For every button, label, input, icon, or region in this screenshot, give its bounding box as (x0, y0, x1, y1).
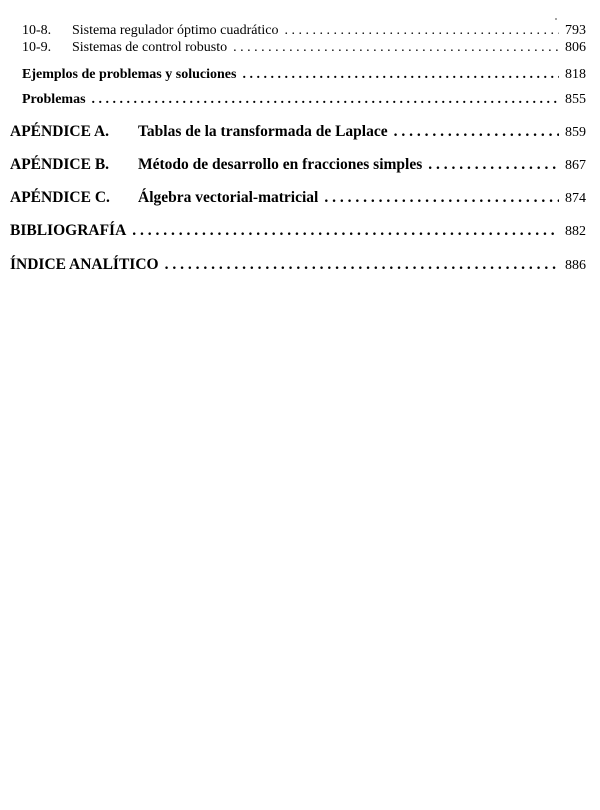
appendix-title: Tablas de la transformada de Laplace (138, 123, 388, 140)
toc-entry-section[interactable] (22, 37, 586, 59)
appendix-title: Método de desarrollo en fracciones simples (138, 156, 423, 173)
toc-entry-bibliography[interactable] (10, 220, 586, 242)
subheading-title: Ejemplos de problemas y soluciones (22, 67, 237, 82)
toc-entry-subheading[interactable] (22, 89, 586, 111)
toc-entry-appendix-b[interactable] (10, 154, 586, 176)
dot-leader (394, 121, 559, 143)
appendix-label: APÉNDICE B. (10, 156, 110, 173)
page-number: 886 (565, 258, 586, 273)
page-number: 793 (565, 23, 586, 38)
subheading-title: Problemas (22, 92, 86, 107)
section-title: Sistemas de control robusto (72, 40, 228, 55)
section-number: 10-9. (22, 40, 52, 55)
section-title: Sistema regulador óptimo cuadrático (72, 23, 279, 38)
dot-leader (324, 187, 559, 209)
dot-leader (92, 89, 559, 111)
dot-leader (132, 220, 559, 242)
toc-entry-subheading[interactable] (22, 64, 586, 86)
toc-entry-index[interactable] (10, 254, 586, 276)
dot-leader (242, 64, 559, 86)
page-number: 806 (565, 40, 586, 55)
dot-leader (428, 154, 559, 176)
appendix-label: APÉNDICE C. (10, 189, 110, 206)
toc-entry-appendix-a[interactable] (10, 121, 586, 143)
backmatter-title: BIBLIOGRAFÍA (10, 222, 127, 239)
backmatter-title: ÍNDICE ANALÍTICO (10, 256, 159, 273)
section-number: 10-8. (22, 23, 52, 38)
page-number: 855 (565, 92, 586, 107)
toc-entry-appendix-c[interactable] (10, 187, 586, 209)
dot-leader (233, 37, 559, 59)
page-number: 818 (565, 67, 586, 82)
page-number: 859 (565, 125, 586, 140)
page-number: 882 (565, 224, 586, 239)
dot-leader (165, 254, 559, 276)
page-number: 874 (565, 191, 586, 206)
appendix-label: APÉNDICE A. (10, 123, 110, 140)
appendix-title: Álgebra vectorial-matricial (138, 189, 319, 206)
page-number: 867 (565, 158, 586, 173)
